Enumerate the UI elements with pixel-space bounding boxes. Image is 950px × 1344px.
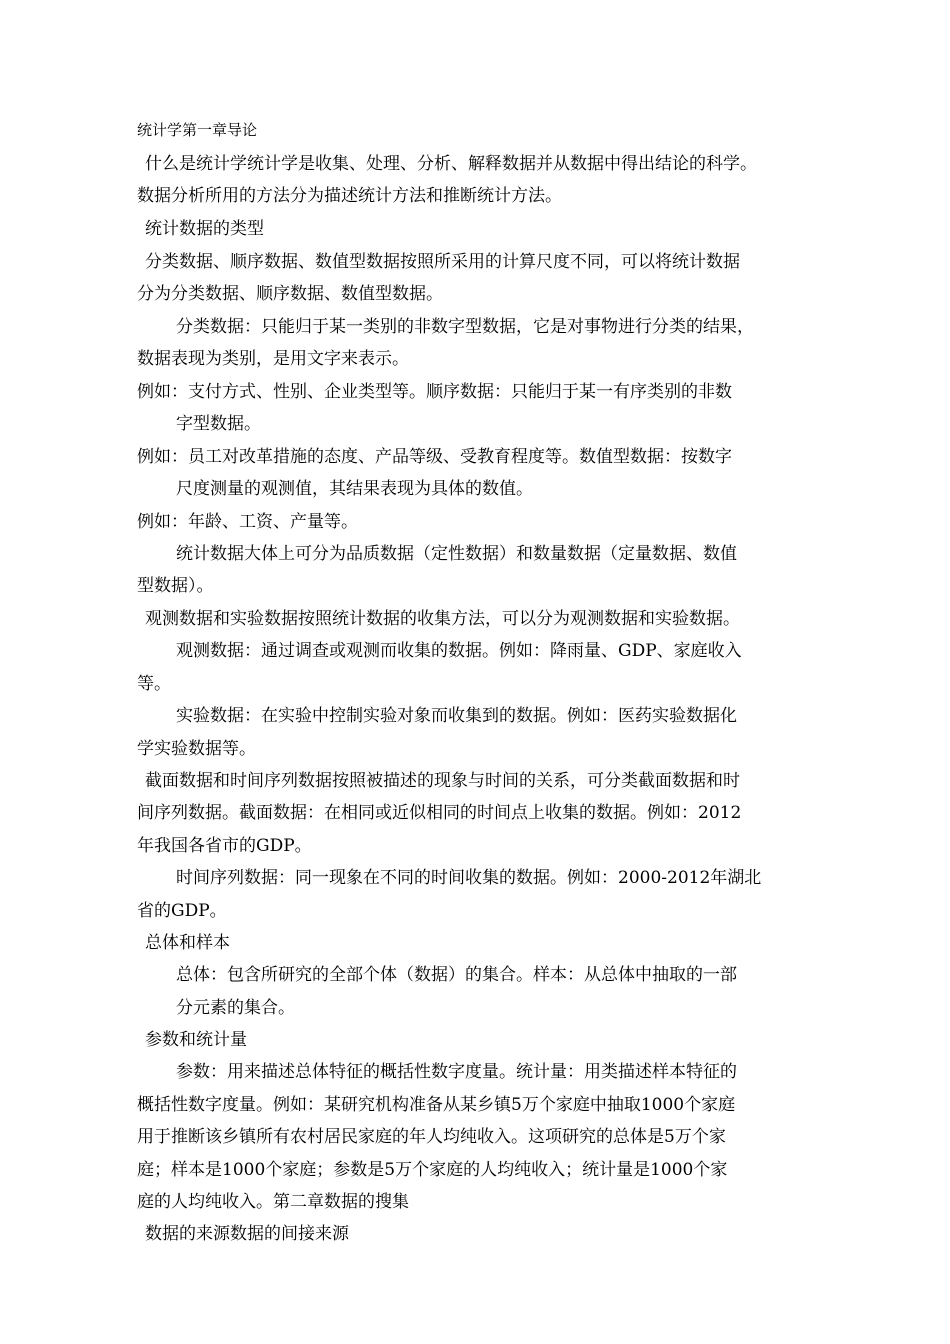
document-title: 统计学第一章导论 bbox=[137, 121, 258, 139]
text-line: 用于推断该乡镇所有农村居民家庭的年人均纯收入。这项研究的总体是5万个家 bbox=[137, 1127, 726, 1147]
text-line: 概括性数字度量。例如：某研究机构准备从某乡镇5万个家庭中抽取1000个家庭 bbox=[137, 1095, 736, 1115]
text-line: 字型数据。 bbox=[176, 414, 261, 434]
text-line: 数据表现为类别，是用文字来表示。 bbox=[137, 349, 409, 369]
text-line: 参数：用来描述总体特征的概括性数字度量。统计量：用类描述样本特征的 bbox=[176, 1062, 737, 1082]
text-line: 等。 bbox=[137, 674, 171, 694]
text-line: 尺度测量的观测值，其结果表现为具体的数值。 bbox=[176, 479, 533, 499]
text-line: 实验数据：在实验中控制实验对象而收集到的数据。例如：医药实验数据化 bbox=[176, 706, 737, 726]
text-line: 庭的人均纯收入。第二章数据的搜集 bbox=[137, 1192, 409, 1212]
text-line: 间序列数据。截面数据：在相同或近似相同的时间点上收集的数据。例如：2012 bbox=[137, 803, 742, 823]
text-line: 省的GDP。 bbox=[137, 901, 227, 921]
text-line: 观测数据和实验数据按照统计数据的收集方法，可以分为观测数据和实验数据。 bbox=[145, 609, 740, 629]
text-line: 统计数据大体上可分为品质数据（定性数据）和数量数据（定量数据、数值 bbox=[176, 544, 737, 564]
text-line: 观测数据：通过调查或观测而收集的数据。例如：降雨量、GDP、家庭收入 bbox=[176, 641, 742, 661]
text-line: 例如：员工对改革措施的态度、产品等级、受教育程度等。数值型数据：按数字 bbox=[137, 447, 732, 467]
section-heading: 统计数据的类型 bbox=[145, 219, 264, 239]
text-line: 分类数据：只能归于某一类别的非数字型数据，它是对事物进行分类的结果， bbox=[176, 317, 754, 337]
text-line: 年我国各省市的GDP。 bbox=[137, 836, 312, 856]
text-line: 庭；样本是1000个家庭；参数是5万个家庭的人均纯收入；统计量是1000个家 bbox=[137, 1160, 728, 1180]
text-line: 什么是统计学统计学是收集、处理、分析、解释数据并从数据中得出结论的科学。 bbox=[145, 154, 757, 174]
text-line: 例如：支付方式、性别、企业类型等。顺序数据：只能归于某一有序类别的非数 bbox=[137, 382, 732, 402]
section-heading: 数据的来源数据的间接来源 bbox=[145, 1224, 349, 1244]
text-line: 截面数据和时间序列数据按照被描述的现象与时间的关系，可分类截面数据和时 bbox=[145, 771, 740, 791]
text-line: 型数据）。 bbox=[137, 576, 214, 596]
text-line: 分为分类数据、顺序数据、数值型数据。 bbox=[137, 284, 443, 304]
text-line: 时间序列数据：同一现象在不同的时间收集的数据。例如：2000-2012年湖北 bbox=[176, 868, 762, 888]
text-line: 分元素的集合。 bbox=[176, 998, 295, 1018]
text-line: 数据分析所用的方法分为描述统计方法和推断统计方法。 bbox=[137, 186, 562, 206]
text-line: 例如：年龄、工资、产量等。 bbox=[137, 512, 358, 532]
text-line: 学实验数据等。 bbox=[137, 739, 256, 759]
text-line: 总体：包含所研究的全部个体（数据）的集合。样本：从总体中抽取的一部 bbox=[176, 965, 737, 985]
section-heading: 参数和统计量 bbox=[145, 1030, 247, 1050]
text-line: 分类数据、顺序数据、数值型数据按照所采用的计算尺度不同，可以将统计数据 bbox=[145, 252, 740, 272]
section-heading: 总体和样本 bbox=[145, 933, 230, 953]
